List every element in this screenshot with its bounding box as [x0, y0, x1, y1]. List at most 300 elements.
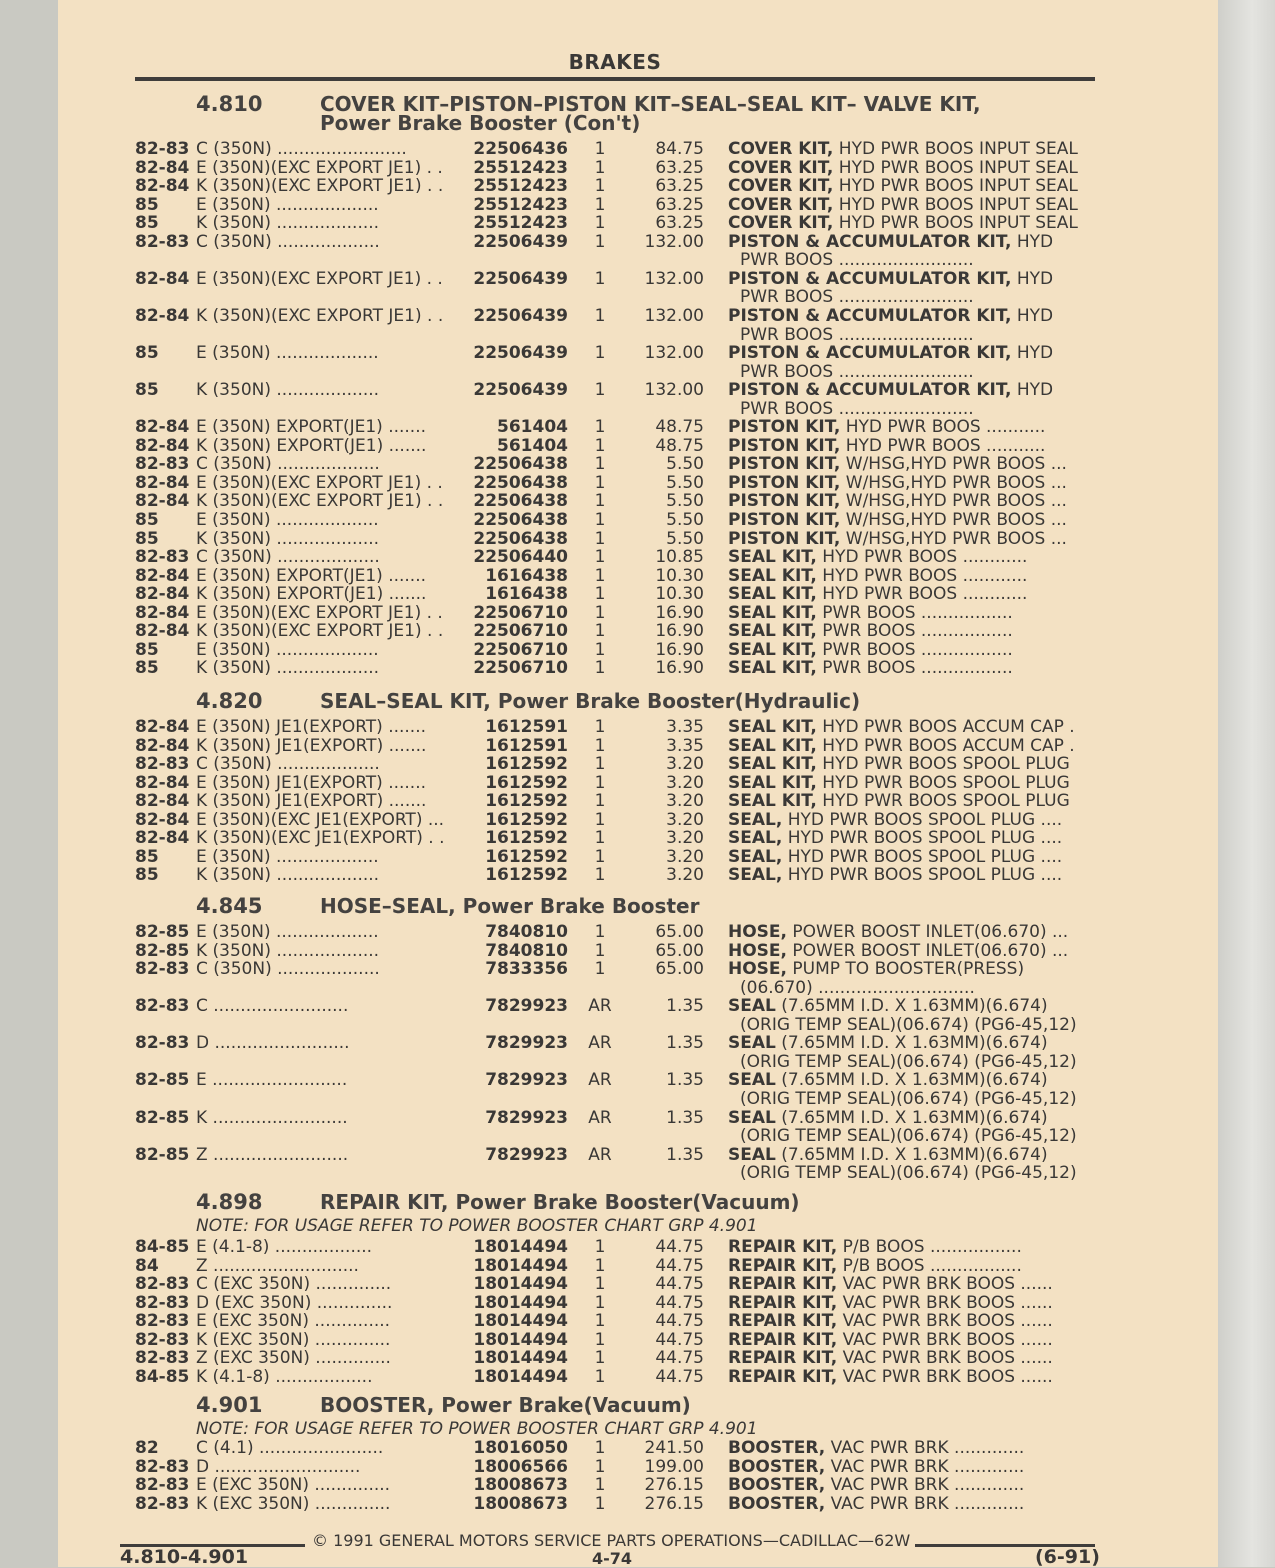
model-cell: Z (EXC 350N) ..............: [196, 1348, 391, 1369]
description-text: HYD: [1011, 305, 1054, 326]
part-number-cell: 7829923: [485, 1070, 568, 1091]
table-row: [0, 1145, 1275, 1163]
description-keyword: BOOSTER,: [728, 1493, 826, 1514]
description-text: HYD PWR BOOS SPOOL PLUG ....: [782, 846, 1063, 867]
model-cell: E (350N) EXPORT(JE1) .......: [196, 417, 427, 438]
price-cell: 132.00: [644, 343, 704, 364]
year-cell: 82-84: [135, 417, 190, 438]
model-cell: K (350N) ...................: [196, 380, 380, 401]
description-keyword: HOSE,: [728, 922, 787, 942]
table-row: [0, 269, 1275, 287]
part-number-cell: 18008673: [473, 1475, 568, 1496]
part-number-cell: 22506439: [473, 305, 568, 326]
section-number: 4.845: [196, 894, 263, 918]
section-number: 4.820: [196, 689, 263, 713]
model-cell: E (350N) ...................: [196, 194, 379, 215]
part-number-cell: 22506710: [473, 602, 568, 623]
model-cell: D ...........................: [196, 1456, 361, 1477]
description-continued: (ORIG TEMP SEAL)(06.674) (PG6-45,12): [740, 1014, 1077, 1035]
table-row: [0, 1237, 1275, 1255]
table-row: [0, 213, 1275, 234]
model-cell: C (4.1) .......................: [196, 1438, 384, 1458]
model-cell: Z ...........................: [196, 1255, 359, 1276]
description-keyword: REPAIR KIT,: [728, 1348, 838, 1369]
year-cell: 82-84: [135, 735, 190, 756]
model-cell: E (350N)(EXC EXPORT JE1) . .: [196, 157, 443, 178]
description-cell: [728, 1070, 1048, 1090]
quantity-cell: AR: [588, 1070, 612, 1091]
description-keyword: SEAL KIT,: [728, 735, 817, 756]
description-keyword: SEAL KIT,: [728, 584, 817, 605]
part-number-cell: 1612592: [485, 754, 568, 775]
year-cell: 82-84: [135, 717, 190, 737]
description-keyword: SEAL KIT,: [728, 547, 817, 568]
description-text: (7.65MM I.D. X 1.63MM)(6.674): [775, 1033, 1048, 1054]
model-cell: K (350N) JE1(EXPORT) .......: [196, 735, 427, 756]
price-cell: 16.90: [655, 602, 704, 623]
year-cell: 85: [135, 528, 159, 549]
quantity-cell: 1: [594, 157, 606, 178]
description-cell: [728, 1108, 1048, 1128]
price-cell: 132.00: [644, 380, 704, 401]
year-cell: 82-83: [135, 1033, 190, 1054]
price-cell: 44.75: [655, 1366, 704, 1387]
price-cell: 1.35: [666, 996, 704, 1017]
description-text: VAC PWR BRK BOOS ......: [837, 1348, 1053, 1369]
part-number-cell: 25512423: [473, 157, 568, 178]
year-cell: 85: [135, 213, 159, 234]
description-cell: [728, 996, 1048, 1016]
description-keyword: PISTON KIT,: [728, 491, 841, 512]
description-cell: [728, 640, 1013, 660]
year-cell: 82-84: [135, 584, 190, 605]
quantity-cell: 1: [594, 1456, 606, 1477]
description-text: HYD PWR BOOS SPOOL PLUG ....: [782, 865, 1063, 886]
part-number-cell: 18014494: [473, 1255, 568, 1276]
part-number-cell: 7833356: [485, 959, 568, 980]
description-keyword: REPAIR KIT,: [728, 1255, 838, 1276]
description-cell: [728, 1330, 1053, 1350]
year-cell: 85: [135, 510, 159, 530]
description-text: PWR BOOS .................: [816, 621, 1013, 642]
price-cell: 5.50: [666, 528, 704, 549]
price-cell: 44.75: [655, 1329, 704, 1350]
table-row: [0, 176, 1275, 197]
part-number-cell: 18014494: [473, 1329, 568, 1350]
description-text: HYD PWR BOOS ...........: [840, 435, 1046, 456]
year-cell: 82: [135, 1438, 159, 1458]
description-text: HYD: [1011, 380, 1054, 401]
quantity-cell: AR: [588, 1107, 612, 1128]
quantity-cell: 1: [594, 621, 606, 642]
description-cell: [728, 773, 1070, 793]
description-cell: [728, 736, 1075, 756]
price-cell: 3.20: [666, 754, 704, 775]
description-cell: [728, 232, 1053, 252]
year-cell: 82-84: [135, 305, 190, 326]
quantity-cell: 1: [594, 435, 606, 456]
description-cell: [728, 621, 1013, 641]
table-row: [0, 1330, 1275, 1348]
year-cell: 82-83: [135, 1348, 190, 1369]
description-text: VAC PWR BRK BOOS ......: [837, 1366, 1053, 1387]
price-cell: 65.00: [655, 922, 704, 942]
quantity-cell: 1: [594, 1329, 606, 1350]
price-cell: 63.25: [655, 176, 704, 197]
year-cell: 82-84: [135, 435, 190, 456]
year-cell: 82-84: [135, 176, 190, 197]
price-cell: 5.50: [666, 510, 704, 530]
model-cell: K (350N) EXPORT(JE1) .......: [196, 584, 427, 605]
table-row: [0, 1367, 1275, 1385]
table-row-continuation: [0, 362, 1275, 380]
description-text: HYD PWR BOOS ACCUM CAP .: [816, 717, 1075, 737]
price-cell: 3.20: [666, 791, 704, 812]
quantity-cell: 1: [594, 1255, 606, 1276]
description-text: VAC PWR BRK .............: [825, 1456, 1025, 1477]
model-cell: K (EXC 350N) ..............: [196, 1329, 391, 1350]
model-cell: E (350N) ...................: [196, 639, 379, 660]
part-number-cell: 25512423: [473, 213, 568, 234]
description-text: PWR BOOS .................: [816, 658, 1013, 679]
part-number-cell: 22506438: [473, 454, 568, 475]
table-row: [0, 491, 1275, 512]
quantity-cell: 1: [594, 139, 606, 159]
year-cell: 82-84: [135, 157, 190, 178]
part-number-cell: 22506710: [473, 621, 568, 642]
table-row-continuation: [0, 399, 1275, 417]
description-text: HYD PWR BOOS SPOOL PLUG ....: [782, 828, 1063, 849]
model-cell: E (EXC 350N) ..............: [196, 1311, 391, 1332]
table-row: [0, 417, 1275, 438]
quantity-cell: 1: [594, 491, 606, 512]
quantity-cell: 1: [594, 1237, 606, 1257]
model-cell: K (350N) JE1(EXPORT) .......: [196, 791, 427, 812]
model-cell: K (4.1-8) ..................: [196, 1366, 373, 1387]
quantity-cell: 1: [594, 547, 606, 568]
description-continued: (ORIG TEMP SEAL)(06.674) (PG6-45,12): [740, 1051, 1077, 1072]
section-number: 4.810: [196, 92, 263, 116]
description-keyword: SEAL,: [728, 828, 783, 849]
part-number-cell: 7829923: [485, 1144, 568, 1165]
description-keyword: PISTON & ACCUMULATOR KIT,: [728, 343, 1012, 364]
year-cell: 82-83: [135, 139, 190, 159]
quantity-cell: 1: [594, 472, 606, 493]
price-cell: 5.50: [666, 454, 704, 475]
price-cell: 132.00: [644, 268, 704, 289]
price-cell: 3.20: [666, 828, 704, 849]
table-row: [0, 828, 1275, 849]
table-row: [0, 717, 1275, 735]
table-row: [0, 810, 1275, 828]
part-number-cell: 1612591: [485, 717, 568, 737]
year-cell: 82-84: [135, 828, 190, 849]
description-cell: [728, 436, 1045, 456]
quantity-cell: 1: [594, 922, 606, 942]
table-row: [0, 1293, 1275, 1311]
quantity-cell: 1: [594, 213, 606, 234]
description-keyword: SEAL KIT,: [728, 639, 817, 660]
quantity-cell: 1: [594, 602, 606, 623]
table-row: [0, 1457, 1275, 1475]
description-text: HYD PWR BOOS ...........: [840, 417, 1046, 438]
description-text: HYD PWR BOOS ............: [816, 565, 1028, 586]
model-cell: K (350N) ...................: [196, 658, 380, 679]
part-number-cell: 1612591: [485, 735, 568, 756]
year-cell: 82-84: [135, 772, 190, 793]
description-text: VAC PWR BRK .............: [825, 1475, 1025, 1496]
part-number-cell: 22506438: [473, 510, 568, 530]
price-cell: 1.35: [666, 1070, 704, 1091]
description-keyword: PISTON KIT,: [728, 510, 841, 530]
description-text: (7.65MM I.D. X 1.63MM)(6.674): [775, 1070, 1048, 1091]
description-keyword: BOOSTER,: [728, 1475, 826, 1496]
quantity-cell: 1: [594, 176, 606, 197]
description-cell: [728, 1457, 1024, 1477]
description-text: W/HSG,HYD PWR BOOS ...: [840, 491, 1067, 512]
table-row: [0, 232, 1275, 250]
description-cell: [728, 791, 1070, 811]
quantity-cell: AR: [588, 1144, 612, 1165]
table-row: [0, 791, 1275, 812]
year-cell: 82-84: [135, 491, 190, 512]
table-row: [0, 1494, 1275, 1512]
description-keyword: COVER KIT,: [728, 139, 834, 159]
description-cell: [728, 658, 1013, 678]
quantity-cell: 1: [594, 940, 606, 961]
table-row: [0, 603, 1275, 621]
part-number-cell: 22506438: [473, 491, 568, 512]
description-cell: [728, 1033, 1048, 1053]
price-cell: 3.20: [666, 809, 704, 830]
description-keyword: REPAIR KIT,: [728, 1292, 838, 1313]
description-text: W/HSG,HYD PWR BOOS ...: [840, 472, 1067, 493]
table-row: [0, 865, 1275, 886]
quantity-cell: 1: [594, 639, 606, 660]
description-cell: [728, 380, 1053, 400]
price-cell: 44.75: [655, 1255, 704, 1276]
description-cell: [728, 158, 1078, 178]
price-cell: 44.75: [655, 1237, 704, 1257]
description-text: HYD PWR BOOS INPUT SEAL: [833, 176, 1078, 197]
table-row: [0, 736, 1275, 754]
table-row: [0, 195, 1275, 213]
price-cell: 65.00: [655, 959, 704, 980]
description-keyword: SEAL KIT,: [728, 772, 817, 793]
quantity-cell: 1: [594, 584, 606, 605]
price-cell: 3.35: [666, 735, 704, 756]
table-row: [0, 1438, 1275, 1456]
description-keyword: SEAL KIT,: [728, 565, 817, 586]
description-keyword: HOSE,: [728, 940, 787, 961]
description-keyword: PISTON & ACCUMULATOR KIT,: [728, 231, 1012, 252]
description-text: HYD PWR BOOS INPUT SEAL: [833, 157, 1078, 178]
quantity-cell: 1: [594, 754, 606, 775]
table-row: [0, 1348, 1275, 1369]
table-row: [0, 454, 1275, 475]
description-text: (7.65MM I.D. X 1.63MM)(6.674): [775, 996, 1048, 1017]
description-cell: [728, 139, 1078, 159]
footer-range: 4.810-4.901: [120, 1546, 249, 1568]
section-note: NOTE: FOR USAGE REFER TO POWER BOOSTER CHART GRP 4.901: [196, 1419, 758, 1439]
description-cell: [728, 1367, 1053, 1387]
description-keyword: SEAL: [728, 996, 776, 1017]
model-cell: K (350N)(EXC EXPORT JE1) . .: [196, 305, 444, 326]
footer-date: (6-91): [1035, 1546, 1100, 1568]
model-cell: E (350N) ...................: [196, 846, 379, 867]
part-number-cell: 22506710: [473, 658, 568, 679]
model-cell: C (350N) ...................: [196, 454, 380, 475]
year-cell: 82-85: [135, 922, 190, 942]
description-text: HYD PWR BOOS SPOOL PLUG: [816, 772, 1070, 793]
part-number-cell: 18006566: [473, 1456, 568, 1477]
description-cell: [728, 865, 1062, 885]
part-number-cell: 7840810: [485, 922, 568, 942]
price-cell: 63.25: [655, 213, 704, 234]
description-keyword: SEAL KIT,: [728, 717, 817, 737]
price-cell: 10.85: [655, 547, 704, 568]
description-text: W/HSG,HYD PWR BOOS ...: [840, 528, 1067, 549]
model-cell: C (EXC 350N) ..............: [196, 1274, 392, 1295]
model-cell: K (350N)(EXC EXPORT JE1) . .: [196, 621, 444, 642]
part-number-cell: 25512423: [473, 176, 568, 197]
price-cell: 1.35: [666, 1144, 704, 1165]
description-text: VAC PWR BRK BOOS ......: [837, 1292, 1053, 1313]
price-cell: 65.00: [655, 940, 704, 961]
quantity-cell: 1: [594, 1348, 606, 1369]
quantity-cell: AR: [588, 1033, 612, 1054]
description-text: W/HSG,HYD PWR BOOS ...: [840, 454, 1067, 475]
description-cell: [728, 847, 1062, 867]
year-cell: 82-83: [135, 754, 190, 775]
table-row: [0, 773, 1275, 791]
table-row: [0, 529, 1275, 547]
section-title: SEAL–SEAL KIT, Power Brake Booster(Hydraulic): [320, 689, 861, 713]
description-text: HYD PWR BOOS SPOOL PLUG: [816, 791, 1070, 812]
quantity-cell: 1: [594, 268, 606, 289]
description-text: HYD PWR BOOS ACCUM CAP .: [816, 735, 1075, 756]
description-keyword: PISTON KIT,: [728, 472, 841, 493]
description-keyword: SEAL: [728, 1070, 776, 1091]
quantity-cell: 1: [594, 305, 606, 326]
price-cell: 1.35: [666, 1033, 704, 1054]
description-continued: (ORIG TEMP SEAL)(06.674) (PG6-45,12): [740, 1163, 1077, 1184]
description-text: VAC PWR BRK .............: [825, 1493, 1025, 1514]
table-row: [0, 436, 1275, 454]
table-row: [0, 941, 1275, 959]
description-cell: [728, 306, 1053, 326]
model-cell: E .........................: [196, 1070, 348, 1091]
description-keyword: PISTON KIT,: [728, 528, 841, 549]
price-cell: 48.75: [655, 417, 704, 438]
price-cell: 63.25: [655, 157, 704, 178]
description-keyword: PISTON & ACCUMULATOR KIT,: [728, 380, 1012, 401]
table-row: [0, 380, 1275, 401]
description-text: HYD PWR BOOS INPUT SEAL: [833, 194, 1078, 215]
part-number-cell: 7829923: [485, 1107, 568, 1128]
model-cell: D (EXC 350N) ..............: [196, 1292, 393, 1313]
model-cell: C .........................: [196, 996, 349, 1017]
quantity-cell: 1: [594, 1292, 606, 1313]
model-cell: E (350N) ...................: [196, 343, 379, 364]
price-cell: 199.00: [644, 1456, 704, 1477]
description-keyword: REPAIR KIT,: [728, 1311, 838, 1332]
price-cell: 48.75: [655, 435, 704, 456]
part-number-cell: 1612592: [485, 846, 568, 867]
price-cell: 1.35: [666, 1107, 704, 1128]
part-number-cell: 561404: [497, 417, 568, 438]
table-row-continuation: [0, 978, 1275, 996]
quantity-cell: 1: [594, 1493, 606, 1514]
description-cell: [728, 828, 1062, 848]
description-keyword: PISTON KIT,: [728, 417, 841, 438]
description-keyword: COVER KIT,: [728, 194, 834, 215]
model-cell: Z .........................: [196, 1144, 349, 1165]
table-row: [0, 658, 1275, 679]
table-row: [0, 473, 1275, 491]
description-cell: [728, 922, 1068, 942]
price-cell: 3.20: [666, 772, 704, 793]
table-row: [0, 922, 1275, 940]
year-cell: 84-85: [135, 1237, 190, 1257]
model-cell: C (350N) ...................: [196, 547, 380, 568]
description-text: HYD: [1011, 343, 1054, 364]
description-cell: [728, 176, 1078, 196]
year-cell: 82-84: [135, 565, 190, 586]
part-number-cell: 18014494: [473, 1237, 568, 1257]
model-cell: E (350N)(EXC EXPORT JE1) . .: [196, 602, 443, 623]
description-text: HYD PWR BOOS ............: [816, 547, 1028, 568]
description-text: PUMP TO BOOSTER(PRESS): [787, 959, 1025, 980]
year-cell: 85: [135, 658, 159, 679]
year-cell: 82-84: [135, 602, 190, 623]
table-row-continuation: [0, 1163, 1275, 1184]
description-keyword: PISTON KIT,: [728, 435, 841, 456]
description-cell: [728, 584, 1027, 604]
section-title-continued: Power Brake Booster (Con't): [320, 111, 641, 135]
description-cell: [728, 1311, 1053, 1331]
table-row-continuation: [0, 287, 1275, 308]
table-row: [0, 640, 1275, 658]
price-cell: 16.90: [655, 658, 704, 679]
description-text: W/HSG,HYD PWR BOOS ...: [840, 510, 1067, 530]
price-cell: 84.75: [655, 139, 704, 159]
quantity-cell: 1: [594, 846, 606, 867]
quantity-cell: 1: [594, 735, 606, 756]
model-cell: E (350N)(EXC EXPORT JE1) . .: [196, 268, 443, 289]
table-row: [0, 1256, 1275, 1274]
price-cell: 132.00: [644, 305, 704, 326]
year-cell: 82-83: [135, 1475, 190, 1496]
part-number-cell: 22506438: [473, 472, 568, 493]
quantity-cell: 1: [594, 772, 606, 793]
price-cell: 10.30: [655, 584, 704, 605]
year-cell: 82-84: [135, 621, 190, 642]
table-row: [0, 343, 1275, 364]
description-keyword: BOOSTER,: [728, 1438, 826, 1458]
part-number-cell: 22506439: [473, 231, 568, 252]
description-continued: PWR BOOS .........................: [740, 324, 974, 345]
price-cell: 3.20: [666, 846, 704, 867]
description-continued: PWR BOOS .........................: [740, 287, 974, 308]
table-row: [0, 754, 1275, 775]
year-cell: 82-85: [135, 940, 190, 961]
model-cell: K (350N) ...................: [196, 528, 380, 549]
description-cell: [728, 454, 1067, 474]
description-text: PWR BOOS .................: [816, 602, 1013, 623]
description-continued: PWR BOOS .........................: [740, 250, 974, 271]
model-cell: K (350N) ...................: [196, 940, 380, 961]
